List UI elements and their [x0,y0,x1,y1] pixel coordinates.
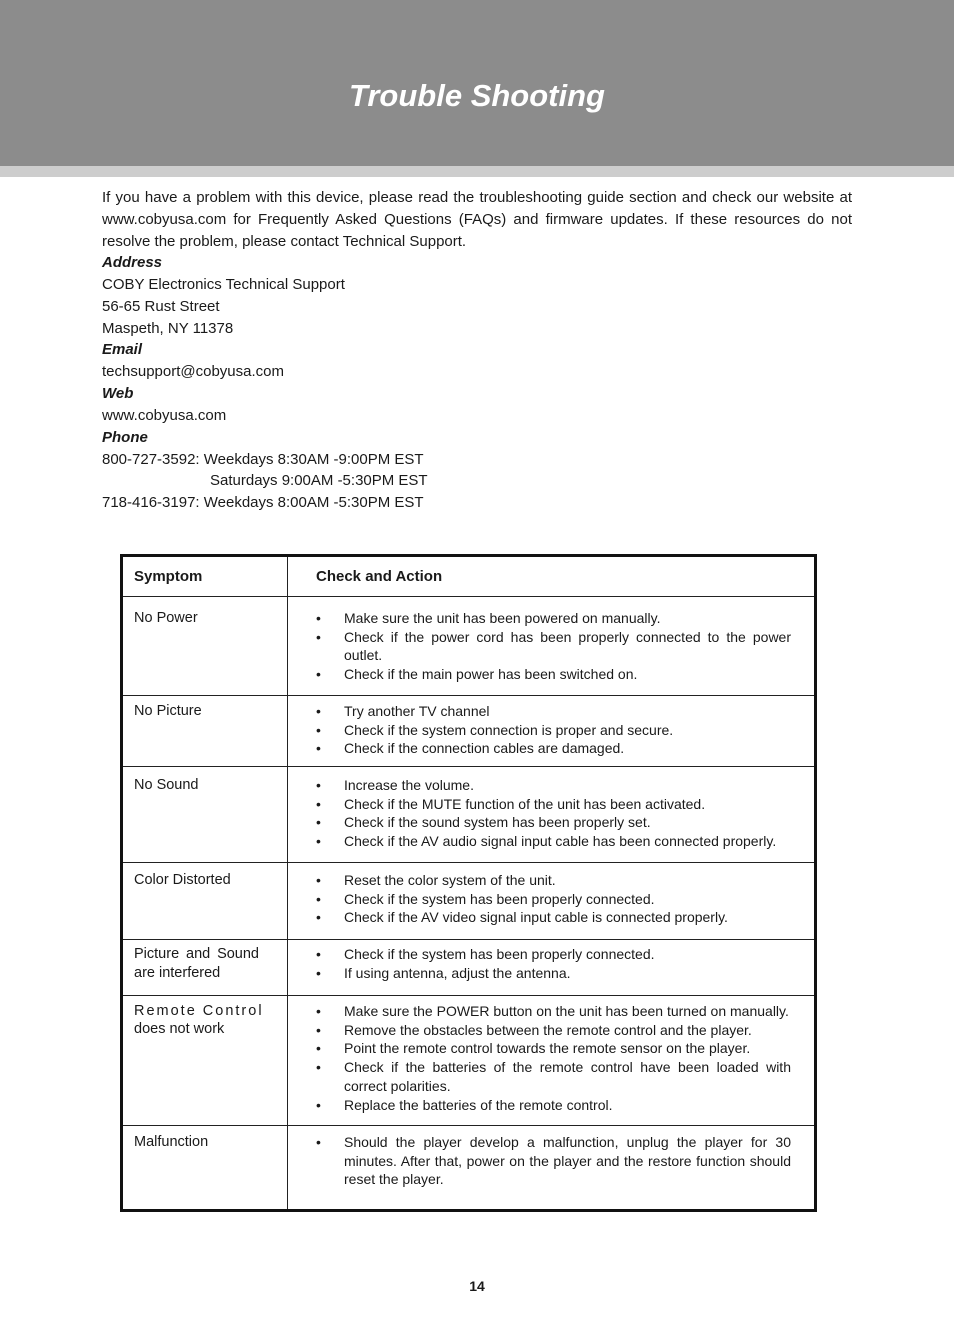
table-row [123,863,814,940]
symptom-cell: Color Distorted [134,872,231,888]
table-row [123,940,814,996]
symptom-cell: No Power [134,610,198,626]
web-label: Web [102,385,134,402]
page-title: Trouble Shooting [348,78,605,113]
web-value: www.cobyusa.com [102,407,227,424]
action-item: • Check if the system has been properly connected. [316,945,791,964]
troubleshooting-table [120,554,817,1212]
address-line: 56-65 Rust Street [102,298,220,315]
phone-line: 800-727-3592: Weekdays 8:30AM -9:00PM EST [102,451,424,468]
action-list [316,609,791,684]
action-list [316,1002,791,1114]
header-strip [0,166,954,177]
action-item: • Check if the system connection is proper and secure. [316,721,791,740]
action-item: • Should the player develop a malfunction, unplug the player for 30 minutes. After that, power on the player and the restore function should reset the player. [316,1133,791,1189]
action-item: • Try another TV channel [316,702,791,721]
action-item: • Check if the connection cables are damaged. [316,739,791,758]
phone-line: Saturdays 9:00AM -5:30PM EST [210,472,428,489]
action-list [316,776,791,851]
address-line: COBY Electronics Technical Support [102,276,345,293]
action-item: • Make sure the POWER button on the unit has been turned on manually. [316,1002,791,1021]
table-row [123,996,814,1126]
symptom-cell: does not work [134,1021,225,1037]
symptom-cell: No Sound [134,777,199,793]
action-item: • Check if the sound system has been properly set. [316,813,791,832]
intro-paragraph: If you have a problem with this device, please read the troubleshooting guide section and check our website at www.cobyusa.com for Frequently Asked Questions (FAQs) and firmware updates. If these resources do not resolve the problem, please contact Technical Support. [102,189,852,250]
table-row [123,597,814,696]
action-item: • If using antenna, adjust the antenna. [316,964,791,983]
symptom-cell: Malfunction [134,1134,209,1150]
action-item: • Check if the AV video signal input cable is connected properly. [316,908,791,927]
action-list [316,871,791,927]
email-label: Email [102,341,143,358]
action-item: • Increase the volume. [316,776,791,795]
address-label: Address [102,254,163,271]
table-row [123,696,814,767]
action-list [316,945,791,982]
action-list [316,702,791,758]
header-symptom: Symptom [134,568,203,585]
email-value: techsupport@cobyusa.com [102,363,284,380]
symptom-cell: Picture and Sound are interfered [134,946,259,981]
phone-line: 718-416-3197: Weekdays 8:00AM -5:30PM EST [102,494,424,511]
action-item: • Point the remote control towards the remote sensor on the player. [316,1039,791,1058]
action-item: • Replace the batteries of the remote control. [316,1096,791,1115]
action-item: • Check if the MUTE function of the unit has been activated. [316,795,791,814]
action-list [316,1133,791,1189]
table-row [123,1126,814,1209]
address-line: Maspeth, NY 11378 [102,320,234,337]
action-item: • Check if the AV audio signal input cable has been connected properly. [316,832,791,851]
action-item: • Reset the color system of the unit. [316,871,791,890]
table-row [123,767,814,863]
symptom-cell: Remote Control [134,1003,264,1019]
action-item: • Check if the batteries of the remote control have been loaded with correct polarities. [316,1058,791,1095]
table-header-row [123,557,814,597]
action-item: • Make sure the unit has been powered on manually. [316,609,791,628]
header-check-action: Check and Action [316,568,443,585]
action-item: • Check if the main power has been switched on. [316,665,791,684]
symptom-cell: No Picture [134,703,202,719]
action-item: • Check if the system has been properly connected. [316,890,791,909]
phone-label: Phone [102,429,148,446]
page-number: 14 [469,1278,485,1294]
action-item: • Check if the power cord has been properly connected to the power outlet. [316,628,791,665]
action-item: • Remove the obstacles between the remote control and the player. [316,1021,791,1040]
